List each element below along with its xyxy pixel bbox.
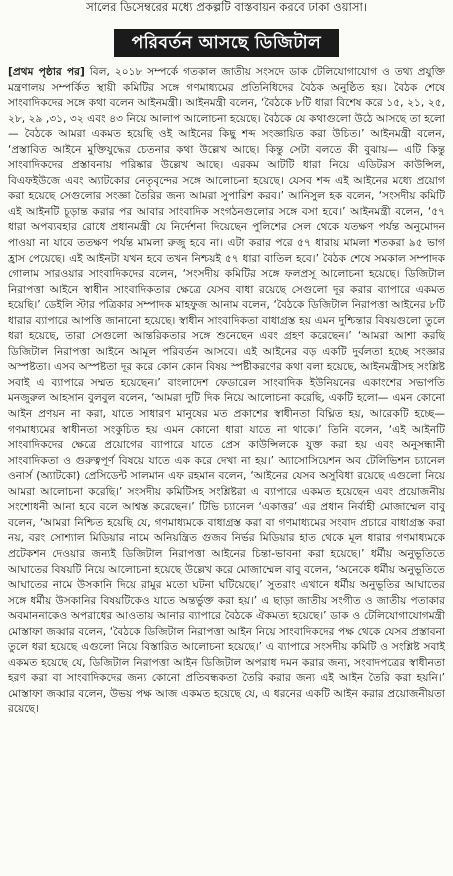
article-body	[8, 65, 445, 865]
article-body-text: বিল, ২০১৮ সম্পর্কে গতকাল জাতীয় সংসদে ডাক টেলিযোগাযোগ ও তথ্য প্রযুক্তি মন্ত্রণালয় সম্পর্কিত স্থায়ী কমিটির সঙ্গে গণমাধ্যমের প্রতিনিধিদের বৈঠক অনুষ্ঠিত হয়। বৈঠক শেষে সাংবাদিকদের সঙ্গে কথা বলেন আইনমন্ত্রী। আইনমন্ত্রী বলেন, ‘বৈঠকে ৮টি ধারা বিশেষ করে ১৫, ২১, ২৫, ২৮, ২৯ ,৩১, ৩২ এবং ৪৩ নিয়ে আলাপ আলোচনা হয়েছে। বৈঠকে যে কথাগুলো উঠে আসছে তা হলো— বৈঠকে আমরা একমত হয়েছি ওই আইনের কিছু শব্দ সংজ্ঞায়িত করা উচিত।’ আইনমন্ত্রী বলেন, ‘প্রস্তাবিত আইনে মুক্তিযুদ্ধের চেতনার কথা উল্লেখ আছে। কিন্তু সেটা বলতে কী বুঝায়— এটি কিন্তু সাংবাদিকদের প্রস্তাবনায় পরিষ্কার উল্লেখ আছে। এরকম আটটি ধারা নিয়ে এডিটরস কাউন্সিল, বিএফইউজে এবং অ্যাটকোর নেতৃবৃন্দের সঙ্গে আলোচনা হয়েছে। যেসব শব্দ এই আইনের মধ্যে প্রয়োগ করা হয়েছে সেগুলোর সংজ্ঞা তৈরির জন্য আমরা সুপারিশ করব।’ আনিসুল হক বলেন, ‘সংসদীয় কমিটি এই আইনটি চূড়ান্ত করার পর আবার সাংবাদিক সংগঠনগুলোর সঙ্গে বসা হবে।’ আইনমন্ত্রী বলেন, ‘৫৭ ধারা অপব্যবহার রোধে প্রধানমন্ত্রী যে নির্দেশনা দিয়েছেন পুলিশের সেল থেকে যতক্ষণ পর্যন্ত অনুমোদন পাওয়া না যাবে ততক্ষণ পর্যন্ত মামলা রুজু হবে না। এটা করার পরে ৫৭ ধারায় মামলা শতকরা ৯৫ ভাগ হ্রাস পেয়েছে। এই আইনটা যখন হবে তখন নিশ্চয়ই ৫৭ ধারা বাতিল হবে।’ বৈঠক শেষে সমকাল সম্পাদক গোলাম সারওয়ার সাংবাদিকদের বলেন, ‘সংসদীয় কমিটির সঙ্গে ফলপ্রসূ আলোচনা হয়েছে। ডিজিটাল নিরাপত্তা আইনে স্বাধীন সাংবাদিকতার ক্ষেত্রে যেসব বাধা রয়েছে সেগুলো দূর করার ব্যাপারে একমত হয়েছি।’ ডেইলি স্টার পত্রিকার সম্পাদক মাহফুজ আনাম বলেন, ‘বৈঠকে ডিজিটাল নিরাপত্তা আইনের ৮টি ধারার ব্যাপারে আপত্তি জানানো হয়েছে। স্বাধীন সাংবাদিকতা বাধাগ্রস্ত হয় এমন দুশ্চিন্তার বিষয়গুলো তুলে ধরা হয়েছে, তারা সেগুলো আন্তরিকতার সঙ্গে শুনেছেন এবং গ্রহণ করেছেন।’ ‘আমরা আশা করছি ডিজিটাল নিরাপত্তা আইনে আমূল পরিবর্তন আসবে। এই আইনের বড় একটি দুর্বলতা হচ্ছে সংজ্ঞার অস্পষ্টতা। এসব অস্পষ্টতা দূর করে কোন কোন বিষয় স্পষ্টীকরণের কথা বলা হয়েছে, আইনমন্ত্রীসহ সংশ্লিষ্ট সবাই এ ব্যাপারে সম্মত হয়েছেন।’ বাংলাদেশ ফেডারেল সাংবাদিক ইউনিয়নের একাংশের সভাপতি মনজুরুল আহসান বুলবুল বলেন, ‘আমরা দুটি দিক নিয়ে আলোচনা করেছি, একটি হলো— এমন কোনো আইন প্রণয়ন না করা, যাতে সাধারণ মানুষের মত প্রকাশের স্বাধীনতা বিঘ্নিত হয়, আরেকটি হচ্ছে— গণমাধ্যমের স্বাধীনতা সংকুচিত হয় এমন কোনো ধারা যাতে না থাকে।’ তিনি বলেন, ‘এই আইনটি সাংবাদিকদের ক্ষেত্রে প্রয়োগের ব্যাপারে যাতে প্রেস কাউন্সিলকে যুক্ত করা হয় এবং অনুসন্ধানী সাংবাদিকতা ও গুরুত্বপূর্ণ বিষয়ে যাতে এক করে দেখা না হয়।’ অ্যাসোসিয়েশন অব টেলিভিশন চ্যানেল ওনার্স (অ্যাটকো) প্রেসিডেন্ট সালমান এফ রহমান বলেন, ‘আইনের যেসব অসুবিধা রয়েছে এগুলো নিয়ে আমরা আলোচনা করেছি।’ সংসদীয় কমিটিসহ সংশ্লিষ্টরা এ ব্যাপারে একমত হয়েছেন এবং প্রয়োজনীয় সংশোধনী আনা হবে বলে আশ্বস্ত করেছেন।’ টিভি চ্যানেল ‘একাত্তর’ এর প্রধান নির্বাহী মোজাম্মেল বাবু বলেন, ‘আমরা নিশ্চিত হয়েছি যে, গণমাধ্যমকে বাধাগ্রস্ত করা বা গণমাধ্যমের সংবাদ প্রচারে বাধাগ্রস্ত করা নয়, বরং সোশ্যাল মিডিয়ার নামে অনিয়ন্ত্রিত গুজব নির্ভর মিডিয়ার হাত থেকে মূল ধারার গণমাধ্যমকে প্রটেকশন দেওয়ার জন্যই ডিজিটাল নিরাপত্তা আইনের চিন্তা-ভাবনা করা হয়েছে।’ ধর্মীয় অনুভূতিতে আঘাতের বিষয়টি নিয়ে আলোচনা হয়েছে উল্লেখ করে মোজাম্মেল বাবু বলেন, ‘অনেকে ধর্মীয় অনুভূতিতে আঘাতের নামে উসকানি দিয়ে রামুর মতো ঘটনা ঘটিয়েছে।’ সুতরাং এখানে ধর্মীয় অনুভূতির আঘাতের সঙ্গে ধর্মীয় উসকানির বিষয়টিকেও যাতে অন্তর্ভুক্ত করা হয়।’ এ ছাড়া জাতীয় সংগীত ও জাতীয় পতাকার অবমাননাকেও অপরাধের আওতায় আনার ব্যাপারে বৈঠকে ঐকমত্য হয়েছে।’ ডাক ও টেলিযোগাযোগমন্ত্রী মোস্তাফা জব্বার বলেন, ‘বৈঠকে ডিজিটাল নিরাপত্তা আইন নিয়ে সাংবাদিকদের পক্ষ থেকে যেসব প্রস্তাবনা তুলে ধরা হয়েছে এগুলো নিয়ে বিস্তারিত আলোচনা হয়েছে।’ এ ব্যাপারে সংসদীয় কমিটি ও সংশ্লিষ্ট সবাই একমত হয়েছে যে, ডিজিটাল নিরাপত্তা আইন ডিজিটাল অপরাধ দমন করার জন্য, সংবাদপত্রের স্বাধীনতা হরণ করা বা সাংবাদিকদের জন্য কোনো প্রতিবন্ধকতা তৈরি করার জন্য এই আইন তৈরি করা হয়নি।’ মোস্তাফা জব্বার বলেন, উভয় পক্ষ আজ একমত হয়েছে যে, এ ধরনের একটি আইন করার প্রয়োজনীয়তা রয়েছে।	[8, 66, 445, 716]
previous-article-tail: সালের ডিসেম্বরের মধ্যে প্রকল্পটি বাস্তবায়ন করবে ঢাকা ওয়াসা।	[86, 0, 367, 14]
article-headline: পরিবর্তন আসছে ডিজিটাল	[114, 29, 339, 57]
headline-block	[8, 29, 445, 57]
continuation-label: [প্রথম পৃষ্ঠার পর]	[8, 66, 85, 78]
